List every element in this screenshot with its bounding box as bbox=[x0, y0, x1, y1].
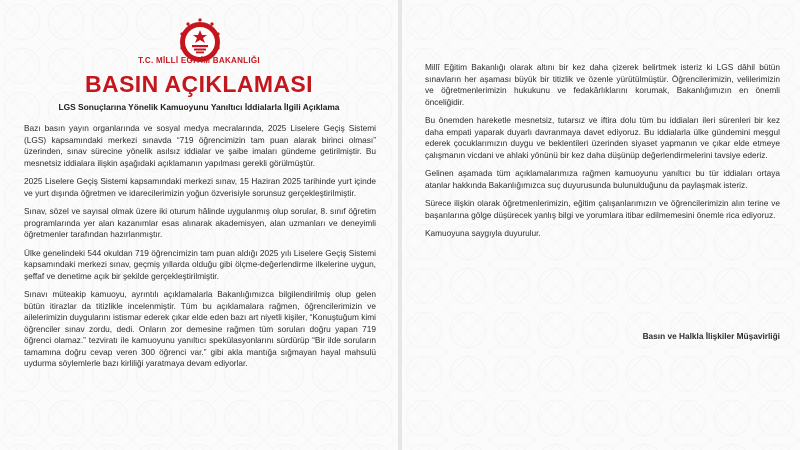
paragraph: Sınavı müteakip kamuoyu, ayrıntılı açıklamalarla Bakanlığımızca bilgilendirilmiş olup gelen bütün itirazlar da titizlikle incelenmiştir. Tüm bu açıklamalara rağmen, öğrencilerimizin ve ailelerimizin duygularını istismar ederek çıkar elde eden bazı art niyetli kişiler, “Konuştuğum kimi öğrenciler sınav zordu, dedi. Onların zor demesine rağmen tüm soruları doğru yapan 719 öğrenci olamaz.” tezviratı ile kamuoyunu yanıltıcı spekülasyonlarını sürdürüp “Bir ilde soruların tamamına doğru cevap veren 300 öğrenci var.” gibi akla mantığa sığmayan hayal mahsulü uydurma söylemlerle bazı kirliliği yaratmaya devam ediyorlar. bbox=[24, 289, 376, 368]
signature: Basın ve Halkla İlişkiler Müşavirliği bbox=[642, 331, 780, 341]
page-title: BASIN AÇIKLAMASI bbox=[85, 71, 313, 97]
paragraph: Bu önemden hareketle mesnetsiz, tutarsız ve iftira dolu tüm bu iddiaları ileri sürenleri bir kez daha empati yaparak duyarlı davranmaya davet ediyoruz. Bu iddialarla ülke gündemini meşgul ederek çocuklarımızın duygu ve beklentileri üzerinden siyaset yapmanın ve çıkar elde etmeye çalışmanın vicdani ve ahlaki yönünü bir kez daha düşünüp değerlendirmelerini tavsiye ederiz. bbox=[425, 115, 780, 160]
paragraph: Millî Eğitim Bakanlığı olarak altını bir kez daha çizerek belirtmek isteriz ki LGS dâhil bütün sınavların her aşaması büyük bir titizlik ve özenle yürütülmüştür. Öğrencilerimizin, velilerimizin ve öğretmenlerimizin hukukunu ve fedakârlıklarını korumak, Bakanlığımızın en önemli önceliğidir. bbox=[425, 62, 780, 107]
paragraph: Sınav, sözel ve sayısal olmak üzere iki oturum hâlinde uygulanmış olup sorular, 8. sınıf öğretim programlarında yer alan kazanımlar esas alınarak akademisyen, alan uzmanları ve deneyimli öğretmenler tarafından hazırlanmıştır. bbox=[24, 206, 376, 239]
press-release-page-1 bbox=[0, 0, 398, 450]
paragraph: 2025 Liselere Geçiş Sistemi kapsamındaki merkezi sınav, 15 Haziran 2025 tarihinde yurt içinde ve yurt dışında öğretmen ve idarecilerimizin yoğun özverisiyle sorunsuz gerçekleştirilmiştir. bbox=[24, 176, 376, 198]
paragraph: Sürece ilişkin olarak öğretmenlerimizin, eğitim çalışanlarımızın ve öğrencilerimizin alın terine ve başarılarına gölge düşürecek yanlış bilgi ve yorumlara itibar edilmemesini önemle rica ediyoruz. bbox=[425, 198, 780, 220]
paragraph: Gelinen aşamada tüm açıklamalarımıza rağmen kamuoyunu yanıltıcı bu tür iddiaları ortaya atanlar hakkında Bakanlığımızca suç duyurusunda bulunulduğunu da paylaşmak isteriz. bbox=[425, 168, 780, 190]
paragraph: Bazı basın yayın organlarında ve sosyal medya mecralarında, 2025 Liselere Geçiş Sistemi (LGS) kapsamındaki merkezi sınavda “719 öğrencimizin tam puan alarak birinci olması” üzerinden, sınav sürecine yönelik asılsız iddialar ve şaibe imaları gündeme getirilmiştir. Bu mesnetsiz iddialara ilişkin aşağıdaki açıklamanın yapılması gerekli görülmüştür. bbox=[24, 123, 376, 168]
ministry-name: T.C. MİLLİ EĞİTİM BAKANLIĞI bbox=[138, 56, 260, 65]
paragraph: Ülke genelindeki 544 okuldan 719 öğrencimizin tam puan aldığı 2025 yılı Liselere Geçiş Sistemi kapsamındaki merkezi sınav, geçmiş yıllarda olduğu gibi ölçme-değerlendirme ilkelerine uygun, şeffaf ve denetime açık bir şekilde gerçekleştirilmiştir. bbox=[24, 247, 376, 281]
closing-line: Kamuoyuna saygıyla duyurulur. bbox=[425, 228, 541, 238]
release-subtitle: LGS Sonuçlarına Yönelik Kamuoyunu Yanıltıcı İddialarla İlgili Açıklama bbox=[58, 102, 340, 112]
body-text-left bbox=[24, 123, 376, 377]
body-text-right bbox=[425, 62, 780, 238]
press-release-page-2 bbox=[402, 0, 800, 450]
